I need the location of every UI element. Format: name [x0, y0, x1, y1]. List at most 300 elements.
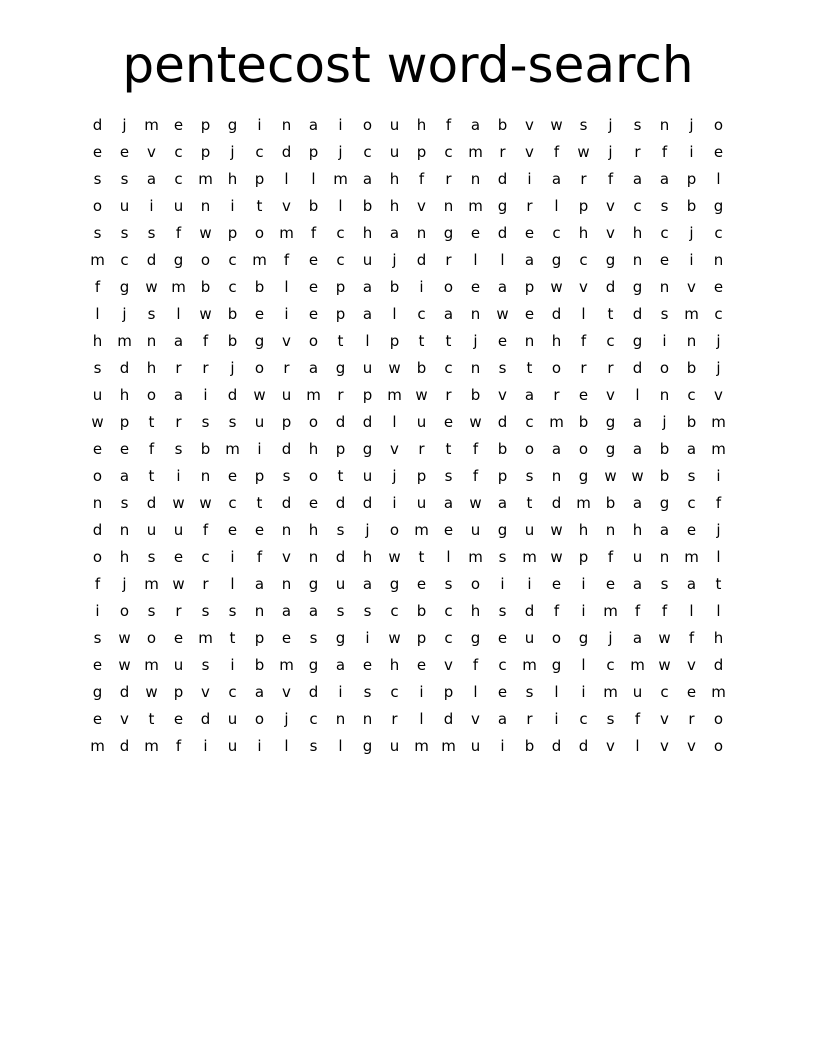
- grid-letter: g: [389, 575, 400, 593]
- grid-letter: h: [578, 224, 589, 242]
- grid-letter: n: [443, 197, 454, 215]
- grid-row: [84, 328, 732, 355]
- grid-letter: d: [551, 737, 562, 755]
- grid-letter: d: [497, 413, 508, 431]
- grid-letter: w: [550, 548, 563, 566]
- grid-letter: o: [200, 251, 211, 269]
- grid-letter: e: [173, 116, 184, 134]
- grid-letter: t: [418, 548, 425, 566]
- grid-letter: e: [524, 224, 535, 242]
- grid-letter: i: [419, 683, 424, 701]
- grid-letter: t: [337, 332, 344, 350]
- grid-letter: b: [686, 359, 697, 377]
- grid-letter: g: [605, 413, 616, 431]
- grid-letter: e: [119, 143, 130, 161]
- grid-letter: o: [551, 629, 562, 647]
- grid-letter: i: [500, 575, 505, 593]
- grid-letter: r: [445, 251, 452, 269]
- grid-letter: o: [254, 224, 265, 242]
- grid-letter: r: [526, 197, 533, 215]
- grid-letter: d: [281, 494, 292, 512]
- grid-letter: d: [119, 683, 130, 701]
- grid-letter: m: [684, 548, 699, 566]
- grid-letter: u: [119, 197, 130, 215]
- grid-letter: i: [500, 737, 505, 755]
- grid-letter: j: [122, 575, 127, 593]
- grid-letter: e: [551, 575, 562, 593]
- grid-letter: s: [525, 683, 534, 701]
- grid-letter: n: [605, 521, 616, 539]
- grid-letter: s: [336, 521, 345, 539]
- grid-letter: h: [632, 521, 643, 539]
- grid-letter: a: [632, 575, 643, 593]
- grid-letter: g: [308, 656, 319, 674]
- grid-letter: d: [227, 386, 238, 404]
- grid-letter: f: [634, 602, 641, 620]
- grid-letter: j: [662, 413, 667, 431]
- grid-letter: m: [279, 224, 294, 242]
- grid-letter: j: [608, 116, 613, 134]
- grid-letter: m: [630, 656, 645, 674]
- grid-letter: m: [468, 548, 483, 566]
- grid-letter: u: [281, 386, 292, 404]
- grid-row: [84, 733, 732, 760]
- grid-letter: e: [254, 521, 265, 539]
- grid-letter: s: [498, 602, 507, 620]
- grid-letter: p: [443, 683, 454, 701]
- grid-letter: m: [414, 521, 429, 539]
- grid-letter: o: [389, 521, 400, 539]
- grid-letter: a: [551, 170, 562, 188]
- grid-letter: h: [389, 197, 400, 215]
- grid-letter: d: [551, 305, 562, 323]
- grid-letter: p: [281, 413, 292, 431]
- grid-letter: c: [444, 143, 453, 161]
- grid-letter: c: [336, 224, 345, 242]
- grid-letter: u: [632, 683, 643, 701]
- grid-letter: u: [470, 737, 481, 755]
- grid-letter: v: [282, 683, 291, 701]
- grid-row: [84, 463, 732, 490]
- grid-letter: b: [686, 413, 697, 431]
- grid-letter: l: [284, 170, 289, 188]
- grid-letter: g: [551, 251, 562, 269]
- grid-letter: d: [119, 359, 130, 377]
- grid-letter: b: [308, 197, 319, 215]
- grid-letter: p: [416, 143, 427, 161]
- grid-letter: u: [146, 521, 157, 539]
- grid-row: [84, 355, 732, 382]
- grid-letter: c: [390, 602, 399, 620]
- grid-letter: j: [716, 359, 721, 377]
- grid-letter: l: [473, 683, 478, 701]
- grid-letter: w: [550, 521, 563, 539]
- grid-letter: e: [92, 710, 103, 728]
- grid-letter: w: [145, 683, 158, 701]
- grid-letter: w: [199, 305, 212, 323]
- grid-letter: r: [337, 386, 344, 404]
- grid-letter: u: [335, 575, 346, 593]
- grid-letter: j: [122, 305, 127, 323]
- grid-letter: f: [553, 602, 560, 620]
- grid-letter: h: [389, 170, 400, 188]
- grid-row: [84, 139, 732, 166]
- grid-letter: v: [498, 386, 507, 404]
- grid-letter: p: [524, 278, 535, 296]
- grid-letter: s: [93, 359, 102, 377]
- grid-letter: o: [146, 629, 157, 647]
- grid-letter: u: [173, 521, 184, 539]
- grid-letter: r: [202, 359, 209, 377]
- grid-letter: o: [713, 116, 724, 134]
- grid-letter: v: [390, 440, 399, 458]
- grid-letter: n: [659, 386, 670, 404]
- grid-letter: c: [255, 143, 264, 161]
- grid-letter: j: [365, 521, 370, 539]
- grid-letter: t: [526, 359, 533, 377]
- grid-letter: b: [605, 494, 616, 512]
- grid-letter: n: [335, 710, 346, 728]
- grid-letter: o: [254, 359, 265, 377]
- grid-letter: o: [308, 467, 319, 485]
- grid-letter: a: [362, 575, 373, 593]
- grid-letter: f: [418, 170, 425, 188]
- grid-letter: w: [415, 386, 428, 404]
- grid-letter: i: [689, 143, 694, 161]
- grid-letter: a: [632, 494, 643, 512]
- grid-letter: w: [550, 116, 563, 134]
- grid-letter: s: [201, 656, 210, 674]
- grid-letter: r: [202, 575, 209, 593]
- grid-letter: e: [308, 305, 319, 323]
- grid-letter: d: [92, 521, 103, 539]
- grid-letter: i: [527, 575, 532, 593]
- grid-letter: a: [308, 116, 319, 134]
- grid-letter: m: [198, 170, 213, 188]
- grid-letter: c: [498, 656, 507, 674]
- grid-letter: l: [716, 548, 721, 566]
- grid-letter: d: [443, 710, 454, 728]
- grid-letter: c: [525, 413, 534, 431]
- grid-letter: r: [499, 143, 506, 161]
- grid-letter: s: [201, 413, 210, 431]
- grid-letter: l: [392, 305, 397, 323]
- word-search-grid: [84, 112, 732, 760]
- grid-letter: v: [282, 332, 291, 350]
- grid-letter: w: [253, 386, 266, 404]
- grid-letter: h: [551, 332, 562, 350]
- grid-letter: h: [362, 224, 373, 242]
- grid-letter: e: [119, 440, 130, 458]
- grid-letter: c: [579, 251, 588, 269]
- grid-row: [84, 112, 732, 139]
- grid-letter: a: [146, 170, 157, 188]
- grid-letter: g: [578, 467, 589, 485]
- grid-letter: m: [252, 251, 267, 269]
- grid-letter: f: [634, 710, 641, 728]
- grid-letter: b: [227, 305, 238, 323]
- grid-letter: g: [92, 683, 103, 701]
- grid-letter: u: [389, 737, 400, 755]
- grid-letter: l: [689, 602, 694, 620]
- grid-letter: f: [175, 737, 182, 755]
- grid-letter: i: [338, 116, 343, 134]
- grid-letter: n: [92, 494, 103, 512]
- grid-letter: c: [417, 305, 426, 323]
- grid-letter: u: [524, 629, 535, 647]
- grid-letter: i: [581, 683, 586, 701]
- grid-letter: c: [606, 656, 615, 674]
- grid-letter: p: [308, 143, 319, 161]
- grid-letter: p: [200, 143, 211, 161]
- grid-letter: p: [362, 386, 373, 404]
- grid-letter: i: [203, 386, 208, 404]
- grid-letter: w: [658, 656, 671, 674]
- grid-letter: j: [716, 521, 721, 539]
- grid-letter: h: [308, 440, 319, 458]
- grid-letter: m: [468, 143, 483, 161]
- grid-letter: v: [660, 710, 669, 728]
- grid-letter: a: [308, 359, 319, 377]
- grid-letter: m: [711, 683, 726, 701]
- grid-letter: p: [335, 305, 346, 323]
- grid-letter: d: [362, 494, 373, 512]
- grid-letter: v: [444, 656, 453, 674]
- grid-letter: c: [120, 251, 129, 269]
- grid-letter: d: [497, 170, 508, 188]
- grid-letter: p: [254, 629, 265, 647]
- grid-letter: s: [498, 548, 507, 566]
- grid-letter: d: [146, 494, 157, 512]
- grid-letter: c: [363, 143, 372, 161]
- grid-letter: w: [388, 548, 401, 566]
- grid-letter: c: [174, 170, 183, 188]
- grid-letter: t: [445, 332, 452, 350]
- grid-letter: m: [711, 413, 726, 431]
- grid-letter: t: [148, 710, 155, 728]
- grid-letter: n: [686, 332, 697, 350]
- grid-letter: n: [470, 359, 481, 377]
- grid-letter: w: [658, 629, 671, 647]
- grid-letter: o: [119, 602, 130, 620]
- grid-letter: e: [92, 440, 103, 458]
- grid-letter: s: [147, 305, 156, 323]
- grid-letter: e: [443, 521, 454, 539]
- grid-letter: m: [117, 332, 132, 350]
- grid-letter: s: [93, 629, 102, 647]
- grid-letter: e: [713, 278, 724, 296]
- grid-letter: e: [227, 521, 238, 539]
- grid-letter: r: [283, 359, 290, 377]
- grid-letter: p: [335, 278, 346, 296]
- grid-letter: t: [229, 629, 236, 647]
- grid-letter: d: [713, 656, 724, 674]
- grid-letter: t: [715, 575, 722, 593]
- grid-letter: o: [578, 440, 589, 458]
- grid-letter: r: [391, 710, 398, 728]
- grid-row: [84, 652, 732, 679]
- grid-row: [84, 436, 732, 463]
- grid-letter: g: [335, 629, 346, 647]
- grid-letter: n: [281, 521, 292, 539]
- grid-letter: a: [362, 305, 373, 323]
- grid-letter: a: [632, 170, 643, 188]
- grid-letter: b: [254, 656, 265, 674]
- grid-letter: p: [686, 170, 697, 188]
- grid-letter: n: [308, 548, 319, 566]
- grid-letter: f: [256, 548, 263, 566]
- grid-letter: b: [659, 440, 670, 458]
- grid-letter: d: [281, 143, 292, 161]
- grid-letter: c: [228, 251, 237, 269]
- grid-letter: j: [473, 332, 478, 350]
- grid-letter: b: [200, 440, 211, 458]
- grid-letter: v: [606, 224, 615, 242]
- grid-letter: o: [470, 575, 481, 593]
- grid-letter: a: [335, 656, 346, 674]
- grid-letter: r: [445, 386, 452, 404]
- grid-letter: s: [93, 224, 102, 242]
- grid-letter: g: [173, 251, 184, 269]
- grid-letter: u: [416, 494, 427, 512]
- grid-letter: f: [607, 548, 614, 566]
- grid-letter: n: [524, 332, 535, 350]
- grid-letter: b: [659, 467, 670, 485]
- grid-letter: s: [309, 629, 318, 647]
- grid-letter: i: [527, 170, 532, 188]
- grid-letter: a: [659, 521, 670, 539]
- grid-letter: n: [119, 521, 130, 539]
- grid-letter: p: [200, 116, 211, 134]
- grid-letter: a: [524, 386, 535, 404]
- grid-letter: o: [524, 440, 535, 458]
- grid-letter: s: [579, 116, 588, 134]
- grid-letter: i: [230, 656, 235, 674]
- grid-letter: b: [686, 197, 697, 215]
- grid-letter: f: [472, 656, 479, 674]
- grid-letter: m: [279, 656, 294, 674]
- grid-letter: e: [281, 629, 292, 647]
- grid-letter: d: [92, 116, 103, 134]
- grid-letter: l: [635, 737, 640, 755]
- grid-letter: g: [227, 116, 238, 134]
- grid-letter: j: [689, 116, 694, 134]
- grid-letter: v: [687, 656, 696, 674]
- grid-letter: r: [175, 413, 182, 431]
- grid-letter: a: [497, 710, 508, 728]
- grid-letter: f: [472, 440, 479, 458]
- grid-letter: d: [551, 494, 562, 512]
- grid-letter: s: [174, 440, 183, 458]
- grid-letter: h: [470, 602, 481, 620]
- grid-letter: u: [416, 413, 427, 431]
- grid-letter: e: [362, 656, 373, 674]
- grid-letter: f: [202, 332, 209, 350]
- grid-letter: d: [335, 548, 346, 566]
- grid-letter: h: [119, 386, 130, 404]
- grid-letter: n: [713, 251, 724, 269]
- grid-letter: l: [635, 386, 640, 404]
- grid-letter: j: [689, 224, 694, 242]
- grid-letter: i: [176, 467, 181, 485]
- grid-letter: w: [172, 575, 185, 593]
- grid-letter: t: [445, 440, 452, 458]
- grid-letter: v: [471, 710, 480, 728]
- grid-letter: i: [230, 548, 235, 566]
- grid-letter: a: [362, 170, 373, 188]
- grid-row: [84, 193, 732, 220]
- grid-letter: w: [496, 305, 509, 323]
- grid-letter: o: [713, 737, 724, 755]
- grid-letter: m: [144, 656, 159, 674]
- grid-letter: l: [338, 197, 343, 215]
- grid-letter: g: [335, 359, 346, 377]
- grid-letter: w: [118, 629, 131, 647]
- grid-letter: b: [416, 359, 427, 377]
- grid-letter: h: [362, 548, 373, 566]
- grid-row: [84, 382, 732, 409]
- grid-letter: w: [388, 359, 401, 377]
- grid-letter: e: [686, 683, 697, 701]
- grid-letter: s: [120, 170, 129, 188]
- grid-letter: d: [362, 413, 373, 431]
- grid-letter: m: [90, 737, 105, 755]
- grid-row: [84, 166, 732, 193]
- grid-letter: b: [497, 116, 508, 134]
- grid-letter: w: [631, 467, 644, 485]
- grid-row: [84, 517, 732, 544]
- grid-letter: p: [227, 224, 238, 242]
- grid-letter: a: [470, 116, 481, 134]
- grid-letter: w: [145, 278, 158, 296]
- grid-row: [84, 247, 732, 274]
- grid-letter: i: [581, 602, 586, 620]
- grid-row: [84, 679, 732, 706]
- grid-letter: m: [441, 737, 456, 755]
- grid-letter: s: [93, 170, 102, 188]
- grid-letter: b: [497, 440, 508, 458]
- grid-letter: c: [660, 683, 669, 701]
- grid-letter: n: [281, 575, 292, 593]
- grid-letter: m: [684, 305, 699, 323]
- grid-letter: g: [632, 332, 643, 350]
- grid-letter: s: [228, 413, 237, 431]
- grid-letter: s: [633, 116, 642, 134]
- grid-letter: r: [607, 359, 614, 377]
- grid-letter: e: [173, 710, 184, 728]
- grid-letter: n: [254, 602, 265, 620]
- grid-letter: o: [308, 332, 319, 350]
- grid-letter: o: [254, 710, 265, 728]
- grid-letter: u: [389, 116, 400, 134]
- grid-letter: s: [228, 602, 237, 620]
- grid-letter: c: [606, 332, 615, 350]
- grid-letter: c: [714, 305, 723, 323]
- grid-letter: l: [284, 278, 289, 296]
- grid-letter: c: [660, 224, 669, 242]
- grid-letter: a: [632, 413, 643, 431]
- grid-letter: l: [446, 548, 451, 566]
- grid-letter: j: [122, 116, 127, 134]
- grid-letter: p: [497, 467, 508, 485]
- grid-letter: d: [578, 737, 589, 755]
- grid-letter: d: [497, 224, 508, 242]
- grid-letter: s: [363, 683, 372, 701]
- grid-letter: w: [469, 413, 482, 431]
- grid-letter: v: [120, 710, 129, 728]
- grid-letter: v: [606, 386, 615, 404]
- grid-letter: w: [199, 494, 212, 512]
